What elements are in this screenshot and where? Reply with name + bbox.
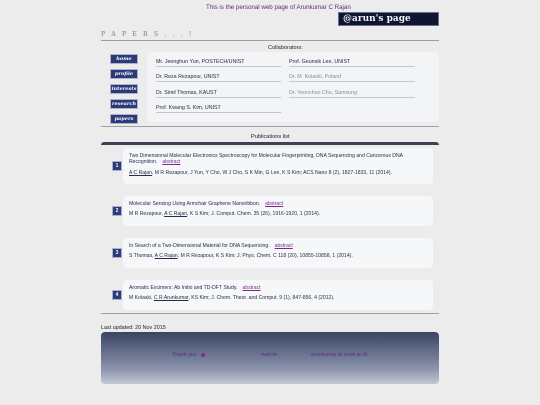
nav-home-button[interactable]: home [110, 54, 138, 64]
collaborators-divider [101, 126, 439, 127]
authors-rest: , M R Rezapour, J Yun, Y Cho, W J Cho, S K Min, G Lee, K S Kim; ACS Nano 8 (2), 1827-1833, 11 (2014). [151, 170, 392, 176]
publication-card [123, 280, 433, 310]
abstract-link[interactable]: abstract [265, 201, 284, 207]
nav-profile-button[interactable]: profile [110, 69, 138, 79]
publications-heading: Publications list [251, 134, 290, 140]
nav-interests-button[interactable]: interests [111, 86, 137, 92]
publication-authors [129, 295, 334, 301]
mail-to-link[interactable]: mail-to [261, 352, 277, 358]
publications-divider [101, 313, 439, 314]
author-self-link[interactable]: A C Rajan [129, 170, 152, 176]
publication-title [129, 201, 429, 207]
title-divider [101, 40, 439, 41]
collaborators-heading: Collaborators: [268, 45, 303, 51]
authors-rest: , M R Rezapour, K S Kim; J. Phys. Chem. C 118 (20), 10855-10858, 1 (2014). [177, 253, 353, 259]
publication-title-text: Aromatic Excimers: Ab Initio and TD-DFT Study. [129, 285, 238, 291]
top-note: This is the personal web page of Arunkumar C Rajan [206, 4, 351, 11]
author-self-link[interactable]: C R Arunkumar [153, 295, 189, 301]
nav-papers-button[interactable]: papers [110, 114, 138, 124]
authors-rest: , K S Kim; J. Comput. Chem. 35 (26), 1916-1920, 1 (2014). [187, 211, 321, 217]
publication-title-text: Molecular Sensing Using Armchair Graphene Nanoribbon. [129, 201, 261, 207]
publication-title [129, 243, 429, 249]
collaborator-item: Dr. Simil Thomas, KAUST [156, 90, 281, 98]
publication-card [123, 148, 433, 184]
last-updated: Last updated: 20 Nov 2015 [101, 325, 166, 331]
publication-title-text: Two Dimensional Molecular Electronics Spectroscopy for Molecular Fingerprinting, DNA Sequencing and Cancerous DNA Recognition. [129, 153, 403, 166]
nav-research-button[interactable]: research [111, 101, 137, 107]
authors-before: M Kolaski, [129, 295, 154, 301]
publication-number-badge: 3 [112, 248, 122, 258]
heart-icon [201, 353, 205, 357]
authors-rest: , KS Kim; J. Chem. Theor. and Comput. 9 (1), 847-856, 4 (2012). [188, 295, 335, 301]
publication-title-text: In Search of a Two-Dimensional Material for DNA Sequencing. [129, 243, 270, 249]
collaborators-panel [147, 52, 439, 122]
publication-card [123, 196, 433, 226]
authors-before: S Thomas, [129, 253, 155, 259]
abstract-link[interactable]: abstract [274, 243, 293, 249]
site-logo[interactable]: @arun's page [338, 12, 439, 26]
publication-authors [129, 253, 353, 259]
publication-number-badge: 2 [112, 206, 122, 216]
email-address: arunkumar at unist.ac.kr [311, 352, 368, 358]
collaborator-item: Prof. Geunsik Lee, UNIST [289, 59, 415, 67]
abstract-link[interactable]: abstract [242, 285, 261, 291]
publication-authors [129, 170, 392, 176]
publication-number-badge: 4 [112, 290, 122, 300]
author-self-link[interactable]: A C Rajan [154, 253, 178, 259]
publication-title [129, 153, 429, 166]
collaborator-item: Dr. Reza Rezapour, UNIST [156, 74, 281, 82]
publication-number-badge: 1 [112, 161, 122, 171]
thank-you [172, 352, 205, 358]
authors-before: M R Rezapour, [129, 211, 165, 217]
footer-panel [101, 332, 439, 384]
publication-card [123, 238, 433, 268]
collaborator-item: Dr. Yeonchoo Cho, Samsung [289, 90, 415, 98]
collaborator-item: Mr. Jeonghun Yun, POSTECH/UNIST [156, 59, 281, 67]
abstract-link[interactable]: abstract [162, 159, 181, 166]
collaborator-item: Prof. Kwang S. Kim, UNIST [156, 105, 281, 113]
author-self-link[interactable]: A C Rajan [164, 211, 188, 217]
publications-header-bar [101, 142, 439, 145]
publication-title [129, 285, 429, 291]
page-title: P A P E R S . . . ! [101, 31, 194, 38]
publication-authors [129, 211, 320, 217]
thank-you-text: Thank you [172, 352, 197, 358]
collaborator-item: Dr. M. Kolaski, Poland [289, 74, 415, 82]
